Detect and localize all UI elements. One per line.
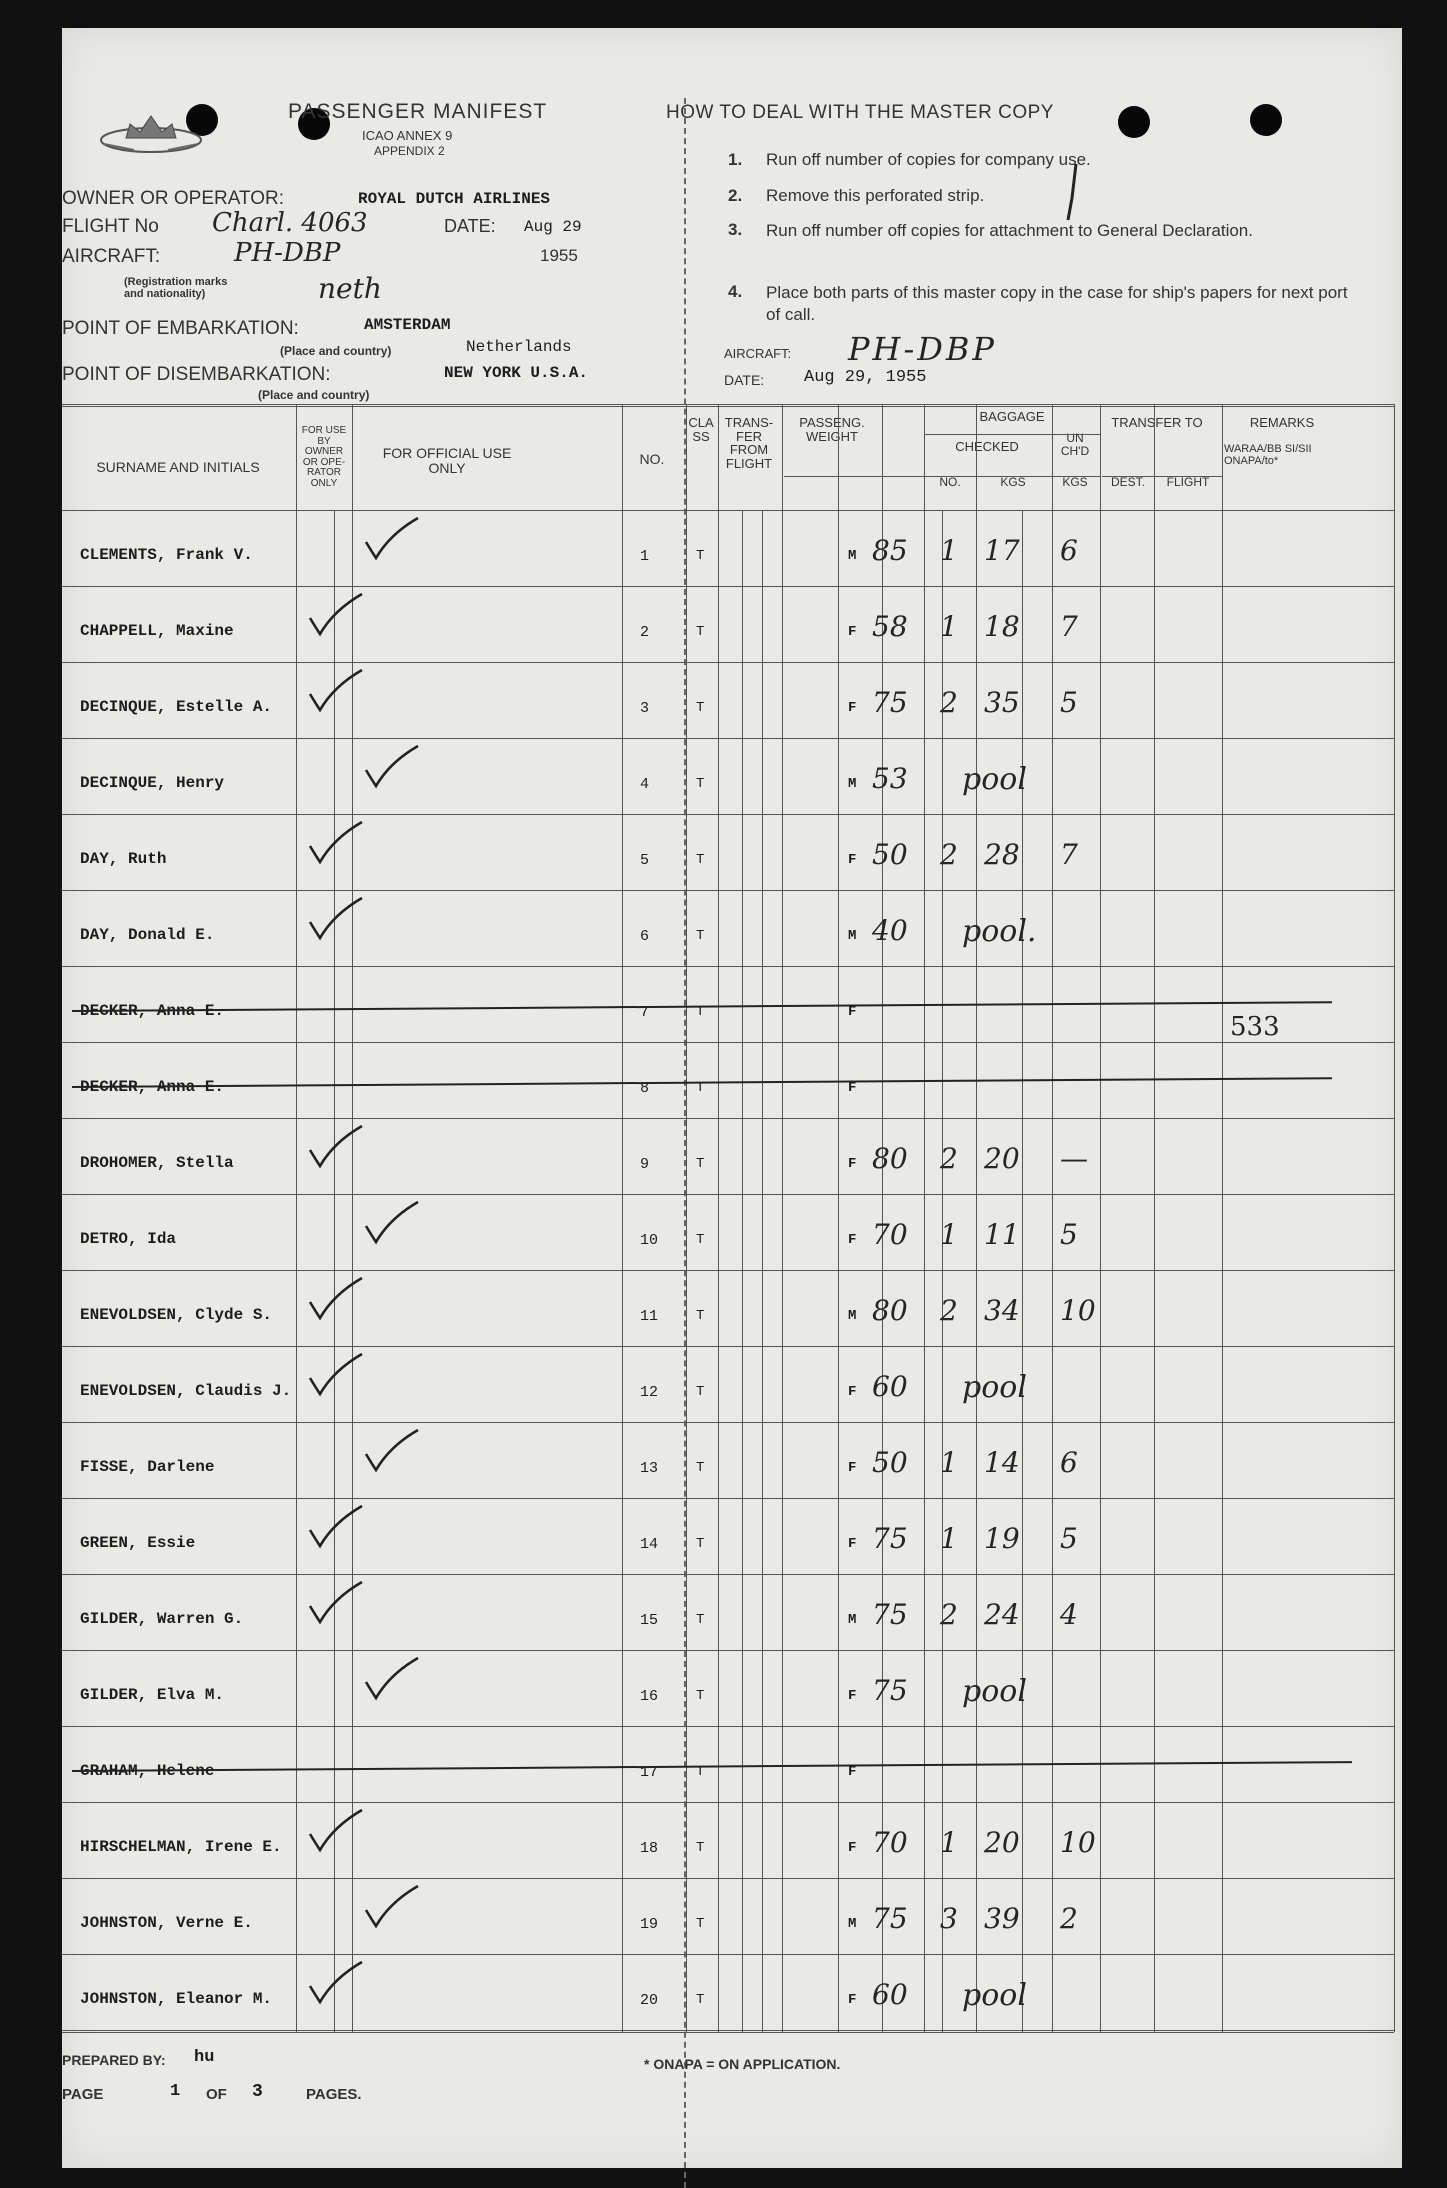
onapa-footnote: * ONAPA = ON APPLICATION. — [644, 2056, 841, 2072]
passenger-name: GREEN, Essie — [80, 1534, 196, 1552]
check-mark — [362, 516, 414, 556]
baggage-count: 1 — [940, 534, 958, 567]
passenger-sex: F — [848, 1840, 857, 1856]
passenger-class: T — [696, 1080, 705, 1096]
step-2-number: 2. — [728, 186, 743, 205]
date-value: Aug 29 — [524, 218, 582, 236]
baggage-count: 1 — [940, 610, 958, 643]
check-mark — [362, 744, 414, 784]
check-mark — [362, 1200, 414, 1240]
passenger-number: 4 — [640, 776, 650, 793]
unchecked-kgs: 5 — [1060, 1218, 1078, 1251]
baggage-count: 1 — [940, 1446, 958, 1479]
baggage-pool: pool — [962, 762, 1027, 797]
passenger-weight: 50 — [872, 838, 908, 871]
col-remarks-sub: WARAA/BB SI/SII ONAPA/to* — [1224, 443, 1312, 467]
col-for-use: FOR USE BY OWNER OR OPE-RATOR ONLY — [301, 425, 347, 489]
passenger-class: T — [696, 852, 705, 868]
right-date-label: DATE: — [724, 372, 765, 388]
page-label: PAGE — [62, 2086, 104, 2103]
grid-hline — [62, 404, 1394, 405]
table-row — [62, 814, 1394, 890]
check-mark — [306, 1124, 358, 1164]
baggage-kgs: 28 — [984, 838, 1020, 871]
col-class: CLASS — [688, 415, 714, 444]
passenger-weight: 85 — [872, 534, 908, 567]
passenger-class: T — [696, 624, 705, 640]
passenger-weight: 60 — [872, 1978, 908, 2011]
passenger-number: 15 — [640, 1612, 659, 1629]
passenger-class: T — [696, 1688, 705, 1704]
master-copy-title: HOW TO DEAL WITH THE MASTER COPY — [666, 102, 1054, 123]
unchecked-kgs: 5 — [1060, 1522, 1078, 1555]
disembarkation-value: NEW YORK U.S.A. — [444, 364, 589, 382]
passenger-name: DECKER, Anna E. — [80, 1078, 225, 1096]
year-value: 1955 — [540, 246, 578, 265]
passenger-sex: F — [848, 1232, 857, 1248]
unchecked-kgs: 10 — [1060, 1294, 1096, 1327]
passenger-class: T — [696, 1384, 705, 1400]
passenger-sex: M — [848, 548, 857, 564]
step-4-number: 4. — [728, 282, 743, 301]
col-passenger-weight: PASSENG. WEIGHT — [799, 415, 865, 444]
table-row — [62, 1726, 1394, 1802]
passenger-class: T — [696, 1612, 705, 1628]
annex-label: ICAO ANNEX 9 — [362, 128, 453, 143]
passenger-sex: F — [848, 1080, 857, 1096]
baggage-kgs: 14 — [984, 1446, 1020, 1479]
passenger-name: GRAHAM, Helene — [80, 1762, 215, 1780]
klm-crown-logo — [96, 98, 206, 168]
unchecked-kgs: — — [1060, 1142, 1088, 1175]
baggage-kgs: 17 — [984, 534, 1020, 567]
passenger-class: T — [696, 1916, 705, 1932]
passenger-class: T — [696, 1004, 705, 1020]
passenger-class: T — [696, 700, 705, 716]
prepared-by-label: PREPARED BY: — [62, 2052, 166, 2068]
passenger-weight: 75 — [872, 1522, 908, 1555]
unchecked-kgs: 2 — [1060, 1902, 1078, 1935]
baggage-count: 2 — [940, 1598, 958, 1631]
right-aircraft-label: AIRCRAFT: — [724, 346, 792, 361]
passenger-name: GILDER, Elva M. — [80, 1686, 225, 1704]
passenger-number: 12 — [640, 1384, 659, 1401]
punch-hole — [1118, 106, 1150, 138]
right-aircraft-value: PH-DBP — [848, 330, 997, 368]
baggage-kgs: 39 — [984, 1902, 1020, 1935]
check-mark — [306, 1808, 358, 1848]
registration-note: (Registration marks and nationality) — [124, 276, 228, 301]
passenger-weight: 70 — [872, 1218, 908, 1251]
passenger-sex: F — [848, 1764, 857, 1780]
passenger-name: JOHNSTON, Verne E. — [80, 1914, 253, 1932]
passenger-number: 11 — [640, 1308, 659, 1325]
col-remarks: REMARKS — [1249, 415, 1315, 430]
passenger-sex: M — [848, 776, 857, 792]
unchecked-kgs: 5 — [1060, 686, 1078, 719]
col-surname: SURNAME AND INITIALS — [96, 459, 260, 475]
passenger-sex: F — [848, 1384, 857, 1400]
embarkation-value: AMSTERDAM — [364, 316, 451, 334]
aircraft-value: PH-DBP — [234, 238, 341, 268]
grid-hline — [924, 434, 1100, 435]
table-row — [62, 1954, 1394, 2030]
passenger-class: T — [696, 1536, 705, 1552]
passenger-name: DAY, Ruth — [80, 850, 167, 868]
owner-value: ROYAL DUTCH AIRLINES — [358, 190, 551, 208]
punch-hole — [1250, 104, 1282, 136]
passenger-number: 8 — [640, 1080, 650, 1097]
form-title: PASSENGER MANIFEST — [288, 100, 548, 123]
passenger-name: CLEMENTS, Frank V. — [80, 546, 253, 564]
baggage-count: 3 — [940, 1902, 958, 1935]
passenger-class: T — [696, 928, 705, 944]
unchecked-kgs: 6 — [1060, 534, 1078, 567]
grid-hline — [62, 2032, 1394, 2033]
passenger-name: HIRSCHELMAN, Irene E. — [80, 1838, 282, 1856]
place-note-2: (Place and country) — [258, 388, 370, 402]
table-row — [62, 1802, 1394, 1878]
step-2-text: Remove this perforated strip. — [766, 186, 985, 205]
passenger-weight: 70 — [872, 1826, 908, 1859]
col-no: NO. — [639, 451, 665, 467]
passenger-sex: F — [848, 1688, 857, 1704]
table-row — [62, 1498, 1394, 1574]
baggage-kgs: 20 — [984, 1142, 1020, 1175]
prepared-by-value: hu — [194, 2048, 215, 2067]
col-official: FOR OFFICIAL USE ONLY — [382, 445, 512, 476]
passenger-sex: F — [848, 1004, 857, 1020]
table-row — [62, 1118, 1394, 1194]
table-row — [62, 1194, 1394, 1270]
baggage-count: 2 — [940, 838, 958, 871]
pages-label: PAGES. — [306, 2086, 362, 2103]
passenger-sex: M — [848, 1308, 857, 1324]
passenger-weight: 75 — [872, 1674, 908, 1707]
col-kgs-unchecked: KGS — [1062, 475, 1088, 489]
baggage-kgs: 35 — [984, 686, 1020, 719]
place-note: (Place and country) — [280, 344, 392, 358]
check-mark — [306, 1352, 358, 1392]
passenger-number: 10 — [640, 1232, 659, 1249]
embarkation-country: Netherlands — [466, 338, 572, 356]
col-dest: DEST. — [1110, 475, 1145, 489]
right-date-value: Aug 29, 1955 — [804, 368, 927, 387]
passenger-number: 13 — [640, 1460, 659, 1477]
passenger-weight: 60 — [872, 1370, 908, 1403]
check-mark — [362, 1884, 414, 1924]
passenger-weight: 50 — [872, 1446, 908, 1479]
date-label: DATE: — [444, 216, 496, 236]
table-row — [62, 738, 1394, 814]
passenger-sex: M — [848, 1612, 857, 1628]
col-unchecked: UN CH'D — [1060, 431, 1090, 458]
table-row — [62, 1042, 1394, 1118]
owner-label: OWNER OR OPERATOR: — [62, 188, 285, 209]
table-row — [62, 1878, 1394, 1954]
col-checked: CHECKED — [955, 439, 1019, 454]
table-row — [62, 1346, 1394, 1422]
step-3-text: Run off number off copies for attachment to General Declaration. — [766, 221, 1253, 240]
check-mark — [306, 1504, 358, 1544]
check-mark — [362, 1428, 414, 1468]
aircraft-label: AIRCRAFT: — [62, 246, 161, 267]
handwritten-mark — [1058, 158, 1088, 228]
page-total: 3 — [252, 2082, 263, 2102]
passenger-sex: F — [848, 1992, 857, 2008]
unchecked-kgs: 4 — [1060, 1598, 1078, 1631]
col-baggage: BAGGAGE — [979, 409, 1045, 424]
check-mark — [306, 820, 358, 860]
passenger-sex: M — [848, 1916, 857, 1932]
passenger-number: 20 — [640, 1992, 659, 2009]
passenger-sex: F — [848, 1156, 857, 1172]
check-mark — [306, 1580, 358, 1620]
embarkation-label: POINT OF EMBARKATION: — [62, 318, 299, 339]
passenger-weight: 75 — [872, 686, 908, 719]
baggage-pool: pool — [962, 1978, 1027, 2013]
passenger-number: 16 — [640, 1688, 659, 1705]
passenger-number: 3 — [640, 700, 650, 717]
baggage-pool: pool. — [962, 914, 1037, 949]
table-row — [62, 662, 1394, 738]
passenger-weight: 80 — [872, 1294, 908, 1327]
passenger-class: T — [696, 548, 705, 564]
unchecked-kgs: 7 — [1060, 838, 1078, 871]
table-row — [62, 966, 1394, 1042]
passenger-name: DROHOMER, Stella — [80, 1154, 234, 1172]
passenger-name: JOHNSTON, Eleanor M. — [80, 1990, 273, 2008]
unchecked-kgs: 7 — [1060, 610, 1078, 643]
passenger-name: FISSE, Darlene — [80, 1458, 215, 1476]
baggage-count: 1 — [940, 1218, 958, 1251]
unchecked-kgs: 6 — [1060, 1446, 1078, 1479]
col-bag-no: NO. — [939, 475, 961, 489]
passenger-sex: F — [848, 1460, 857, 1476]
passenger-class: T — [696, 1232, 705, 1248]
passenger-number: 1 — [640, 548, 650, 565]
table-row — [62, 1422, 1394, 1498]
check-mark — [362, 1656, 414, 1696]
grid-hline — [1102, 476, 1222, 477]
passenger-sex: F — [848, 700, 857, 716]
nationality-value: neth — [318, 272, 382, 305]
manifest-sheet — [62, 28, 1402, 2168]
page-number: 1 — [170, 2082, 181, 2101]
passenger-number: 9 — [640, 1156, 650, 1173]
passenger-name: ENEVOLDSEN, Clyde S. — [80, 1306, 273, 1324]
step-1-text: Run off number of copies for company use. — [766, 150, 1091, 169]
check-mark — [306, 1960, 358, 2000]
of-label: OF — [206, 2086, 227, 2103]
passenger-class: T — [696, 1764, 705, 1780]
passenger-weight: 58 — [872, 610, 908, 643]
passenger-number: 7 — [640, 1004, 650, 1021]
flight-value: Charl. 4063 — [212, 208, 368, 238]
col-kgs: KGS — [1000, 475, 1026, 489]
passenger-name: DAY, Donald E. — [80, 926, 215, 944]
passenger-class: T — [696, 776, 705, 792]
passenger-name: DECINQUE, Estelle A. — [80, 698, 273, 716]
passenger-number: 2 — [640, 624, 650, 641]
check-mark — [306, 1276, 358, 1316]
passenger-number: 14 — [640, 1536, 659, 1553]
passenger-weight: 40 — [872, 914, 908, 947]
strikethrough-line — [72, 1761, 1352, 1772]
passenger-sex: M — [848, 928, 857, 944]
grid-hline — [62, 2030, 1394, 2031]
col-transfer-to: TRANSFER TO — [1111, 415, 1203, 430]
baggage-count: 2 — [940, 1294, 958, 1327]
step-3-number: 3. — [728, 220, 743, 239]
check-mark — [306, 668, 358, 708]
baggage-count: 2 — [940, 686, 958, 719]
passenger-number: 18 — [640, 1840, 659, 1857]
passenger-class: T — [696, 1308, 705, 1324]
passenger-name: DETRO, Ida — [80, 1230, 177, 1248]
check-mark — [306, 592, 358, 632]
baggage-kgs: 19 — [984, 1522, 1020, 1555]
step-4-text: Place both parts of this master copy in the case for ship's papers for next port of call. — [766, 283, 1348, 325]
baggage-pool: pool — [962, 1674, 1027, 1709]
passenger-class: T — [696, 1156, 705, 1172]
passenger-sex: F — [848, 1536, 857, 1552]
appendix-label: APPENDIX 2 — [374, 144, 445, 158]
passenger-number: 19 — [640, 1916, 659, 1933]
passenger-sex: F — [848, 852, 857, 868]
passenger-weight: 75 — [872, 1598, 908, 1631]
baggage-kgs: 20 — [984, 1826, 1020, 1859]
baggage-count: 1 — [940, 1826, 958, 1859]
passenger-class: T — [696, 1992, 705, 2008]
margin-annotation: 533 — [1230, 1012, 1280, 1042]
col-flight: FLIGHT — [1166, 475, 1210, 489]
passenger-weight: 53 — [872, 762, 908, 795]
passenger-weight: 75 — [872, 1902, 908, 1935]
table-row — [62, 1574, 1394, 1650]
check-mark — [306, 896, 358, 936]
passenger-weight: 80 — [872, 1142, 908, 1175]
passenger-name: GILDER, Warren G. — [80, 1610, 244, 1628]
grid-hline — [62, 406, 1394, 407]
table-row — [62, 1270, 1394, 1346]
disembarkation-label: POINT OF DISEMBARKATION: — [62, 364, 331, 385]
table-row — [62, 890, 1394, 966]
passenger-class: T — [696, 1840, 705, 1856]
passenger-number: 6 — [640, 928, 650, 945]
col-transfer-from: TRANS-FER FROM FLIGHT — [724, 415, 774, 471]
passenger-name: ENEVOLDSEN, Claudis J. — [80, 1382, 292, 1400]
grid-vline — [1394, 404, 1395, 2032]
baggage-kgs: 34 — [984, 1294, 1020, 1327]
passenger-number: 5 — [640, 852, 650, 869]
baggage-count: 1 — [940, 1522, 958, 1555]
baggage-kgs: 11 — [984, 1218, 1020, 1251]
baggage-count: 2 — [940, 1142, 958, 1175]
table-row — [62, 510, 1394, 586]
passenger-class: T — [696, 1460, 705, 1476]
passenger-sex: F — [848, 624, 857, 640]
baggage-kgs: 24 — [984, 1598, 1020, 1631]
baggage-kgs: 18 — [984, 610, 1020, 643]
passenger-number: 17 — [640, 1764, 659, 1781]
flight-label: FLIGHT No — [62, 216, 159, 237]
passenger-name: DECKER, Anna E. — [80, 1002, 225, 1020]
step-1-number: 1. — [728, 150, 743, 169]
passenger-name: CHAPPELL, Maxine — [80, 622, 234, 640]
table-row — [62, 1650, 1394, 1726]
table-row — [62, 586, 1394, 662]
passenger-name: DECINQUE, Henry — [80, 774, 225, 792]
unchecked-kgs: 10 — [1060, 1826, 1096, 1859]
baggage-pool: pool — [962, 1370, 1027, 1405]
